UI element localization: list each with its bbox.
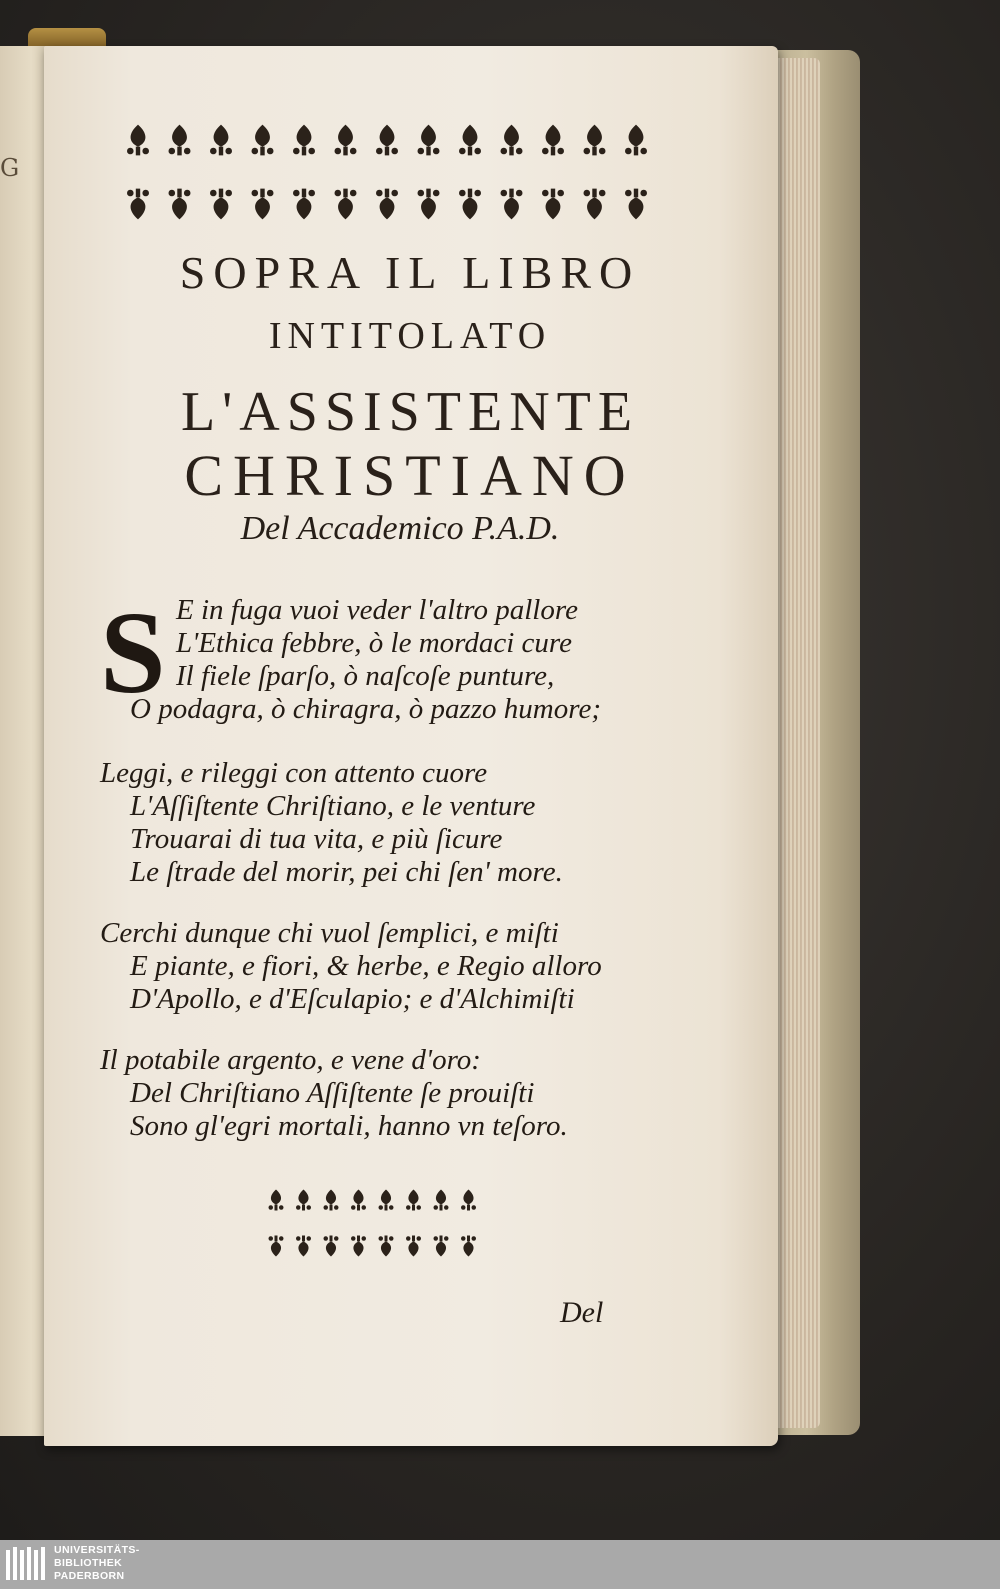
ornament-scroll-icon: [433, 190, 440, 197]
ornament-scroll-icon: [584, 190, 591, 197]
ornament-scroll-icon: [461, 1236, 466, 1241]
ornament-scroll-icon: [279, 1236, 284, 1241]
verse-line: Sono gl'egri mortali, hanno vn teſoro.: [130, 1110, 568, 1142]
ornament-scroll-icon: [376, 148, 383, 155]
stanza-3: [100, 917, 602, 1016]
ornament-scroll-icon: [279, 1205, 284, 1210]
ornament-scroll-icon: [472, 1205, 477, 1210]
ornament-scroll-icon: [584, 148, 591, 155]
verse-line: Trouarai di tua vita, e più ſicure: [130, 823, 503, 855]
footer-bar: [0, 1540, 1000, 1589]
ornament-scroll-icon: [350, 148, 357, 155]
ornament-scroll-icon: [267, 148, 274, 155]
ornament-scroll-icon: [184, 190, 191, 197]
ornament-scroll-icon: [293, 190, 300, 197]
headpiece-ornament: [116, 118, 656, 226]
ornament-scroll-icon: [169, 148, 176, 155]
ornament-scroll-icon: [307, 1236, 312, 1241]
ornament-scroll-icon: [350, 190, 357, 197]
ornament-scroll-icon: [557, 190, 564, 197]
stanza-4: [100, 1044, 568, 1143]
stanza-1: [130, 594, 601, 726]
ornament-scroll-icon: [516, 148, 523, 155]
attribution-line: Del Accademico P.A.D.: [240, 510, 560, 547]
ornament-scroll-icon: [351, 1205, 356, 1210]
ornament-scroll-icon: [269, 1236, 274, 1241]
ornament-scroll-icon: [640, 190, 647, 197]
tailpiece-ornament: [262, 1182, 482, 1264]
ornament-scroll-icon: [406, 1236, 411, 1241]
ornament-scroll-icon: [225, 190, 232, 197]
catchword: Del: [560, 1296, 604, 1329]
ornament-scroll-icon: [501, 190, 508, 197]
verse-line: E piante, e fiori, & herbe, e Regio alloro: [130, 950, 602, 982]
verse-line: Il fiele ſparſo, ò naſcoſe punture,: [176, 660, 555, 692]
verse-line: Del Chriſtiano Aſſiſtente ſe prouiſti: [130, 1077, 535, 1109]
ornament-scroll-icon: [542, 190, 549, 197]
ornament-scroll-icon: [334, 1205, 339, 1210]
stanza-2: [100, 757, 563, 889]
ornament-scroll-icon: [625, 190, 632, 197]
ornament-scroll-icon: [296, 1205, 301, 1210]
ornament-scroll-icon: [269, 1205, 274, 1210]
title-line-1: SOPRA IL LIBRO: [179, 247, 641, 298]
ornament-scroll-icon: [334, 1236, 339, 1241]
title-line-2: INTITOLATO: [268, 315, 552, 357]
ornament-scroll-icon: [444, 1205, 449, 1210]
ornament-scroll-icon: [252, 148, 259, 155]
ornament-scroll-icon: [516, 190, 523, 197]
verse-line: Leggi, e rileggi con attento cuore: [100, 757, 488, 789]
verse-line: L'Ethica febbre, ò le mordaci cure: [176, 627, 573, 659]
ornament-scroll-icon: [379, 1236, 384, 1241]
ornament-scroll-icon: [351, 1236, 356, 1241]
ornament-scroll-icon: [307, 1205, 312, 1210]
ornament-scroll-icon: [362, 1236, 367, 1241]
ornament-scroll-icon: [391, 148, 398, 155]
verse-line: Cerchi dunque chi vuol ſemplici, e miſti: [100, 917, 559, 949]
logo-line: UNIVERSITÄTS-: [54, 1544, 140, 1556]
ornament-scroll-icon: [418, 148, 425, 155]
verse-line: D'Apollo, e d'Eſculapio; e d'Alchimiſti: [130, 983, 575, 1015]
ornament-scroll-icon: [376, 190, 383, 197]
ornament-scroll-icon: [308, 148, 315, 155]
library-logo-icon: [4, 1544, 48, 1585]
ornament-scroll-icon: [335, 148, 342, 155]
ornament-scroll-icon: [335, 190, 342, 197]
ornament-scroll-icon: [391, 190, 398, 197]
left-page-margin-mark: G: [0, 154, 20, 182]
ornament-scroll-icon: [433, 148, 440, 155]
logo-line: BIBLIOTHEK: [54, 1557, 123, 1569]
ornament-scroll-icon: [362, 1205, 367, 1210]
verse-line: E in fuga vuoi veder l'altro pallore: [176, 594, 578, 626]
ornament-scroll-icon: [434, 1205, 439, 1210]
ornament-scroll-icon: [293, 148, 300, 155]
verse-line: Le ſtrade del morir, pei chi ſen' more.: [130, 856, 563, 888]
ornament-scroll-icon: [625, 148, 632, 155]
ornament-scroll-icon: [472, 1236, 477, 1241]
ornament-scroll-icon: [389, 1205, 394, 1210]
ornament-scroll-icon: [308, 190, 315, 197]
ornament-scroll-icon: [225, 148, 232, 155]
ornament-scroll-icon: [142, 148, 149, 155]
ornament-scroll-icon: [267, 190, 274, 197]
ornament-scroll-icon: [296, 1236, 301, 1241]
library-logo-text: [54, 1544, 140, 1583]
ornament-scroll-icon: [210, 148, 217, 155]
ornament-scroll-icon: [324, 1205, 329, 1210]
drop-cap: S: [100, 587, 166, 718]
ornament-scroll-icon: [210, 190, 217, 197]
ornament-scroll-icon: [640, 148, 647, 155]
ornament-scroll-icon: [379, 1205, 384, 1210]
ornament-scroll-icon: [557, 148, 564, 155]
verse-line: O podagra, ò chiragra, ò pazzo humore;: [130, 693, 601, 725]
verse-line: Il potabile argento, e vene d'oro:: [100, 1044, 481, 1076]
ornament-scroll-icon: [501, 148, 508, 155]
verse-line: L'Aſſiſtente Chriſtiano, e le venture: [130, 790, 536, 822]
ornament-scroll-icon: [459, 190, 466, 197]
ornament-scroll-icon: [459, 148, 466, 155]
ornament-scroll-icon: [127, 148, 134, 155]
ornament-scroll-icon: [599, 148, 606, 155]
ornament-scroll-icon: [184, 148, 191, 155]
logo-line: PADERBORN: [54, 1570, 125, 1582]
ornament-scroll-icon: [142, 190, 149, 197]
ornament-scroll-icon: [474, 190, 481, 197]
title-line-4: CHRISTIANO: [184, 443, 636, 508]
ornament-scroll-icon: [542, 148, 549, 155]
ornament-scroll-icon: [127, 190, 134, 197]
ornament-scroll-icon: [169, 190, 176, 197]
ornament-scroll-icon: [406, 1205, 411, 1210]
ornament-scroll-icon: [389, 1236, 394, 1241]
ornament-scroll-icon: [417, 1205, 422, 1210]
title-line-3: L'ASSISTENTE: [180, 381, 640, 443]
ornament-scroll-icon: [599, 190, 606, 197]
ornament-scroll-icon: [417, 1236, 422, 1241]
ornament-scroll-icon: [418, 190, 425, 197]
ornament-scroll-icon: [252, 190, 259, 197]
ornament-scroll-icon: [434, 1236, 439, 1241]
ornament-scroll-icon: [444, 1236, 449, 1241]
ornament-scroll-icon: [461, 1205, 466, 1210]
ornament-scroll-icon: [324, 1236, 329, 1241]
ornament-scroll-icon: [474, 148, 481, 155]
